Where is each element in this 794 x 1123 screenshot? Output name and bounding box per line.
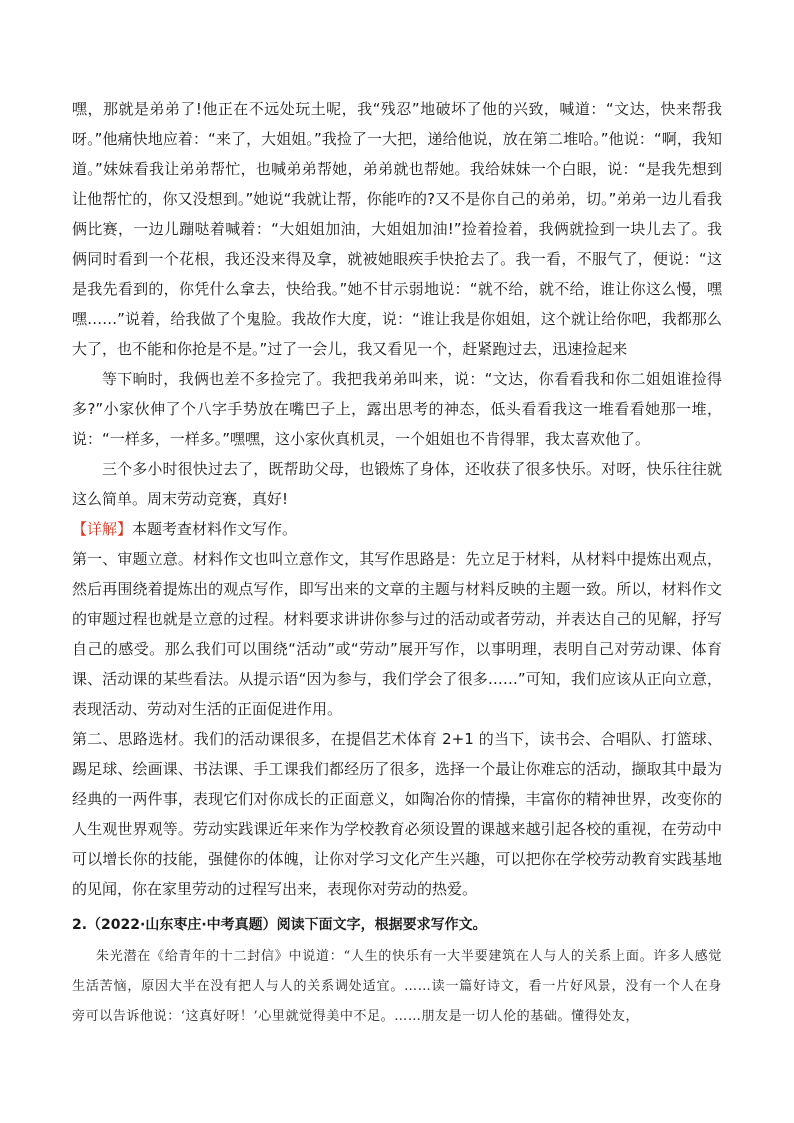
question-2-material: 朱光潜在《给青年的十二封信》中说道：“人生的快乐有一大半要建筑在人与人的关系上面。许多人感觉生活苦恼，原因大半在没有把人与人的关系调处适宜。……读一篇好诗文，看一片好风景，没有一个人在身旁可以告诉他说：‘这真好呀！’心里就觉得美中不足。……朋友是一切人伦的基础。懂得处友， [72, 949, 722, 1024]
question-2-heading: 2.（2022·山东枣庄·中考真题）阅读下面文字，根据要求写作文。 [72, 917, 487, 933]
detail-line [72, 514, 722, 544]
analysis-step-1: 第一、审题立意。材料作文也叫立意作文，其写作思路是：先立足于材料，从材料中提炼出观点，然后再围绕着提炼出的观点写作，即写出来的文章的主题与材料反映的主题一致。所以，材料作文的审题过程也就是立意的过程。材料要求讲讲你参与过的活动或者劳动，并表达自己的见解，抒写自己的感受。那么我们可以围绕“活动”或“劳动”展开写作，以事明理，表明自己对劳动课、体育课、活动课的某些看法。从提示语“因为参与，我们学会了很多……”可知，我们应该从正向立意，表现活动、劳动对生活的正面促进作用。 [72, 550, 722, 718]
detail-label: 【详解】 [72, 520, 133, 538]
detail-text: 本题考查材料作文写作。 [132, 520, 298, 538]
story-paragraph-3: 三个多小时很快过去了，既帮助父母，也锻炼了身体，还收获了很多快乐。对呀，快乐往往就这么简单。周末劳动竞赛，真好! [72, 460, 722, 508]
story-paragraph-2: 等下晌时，我俩也差不多捡完了。我把我弟弟叫来，说：“文达，你看看我和你二姐姐谁捡得多?”小家伙伸了个八字手势放在嘴巴子上，露出思考的神态，低头看看我这一堆看看她那一堆，说：“一样多，一样多。”嘿嘿，这小家伙真机灵，一个姐姐也不肯得罪，我太喜欢他了。 [72, 370, 722, 448]
story-paragraph-1: 嘿，那就是弟弟了!他正在不远处玩土呢，我“残忍”地破坏了他的兴致，喊道：“文达，快来帮我呀。”他痛快地应着：“来了，大姐姐。”我捡了一大把，递给他说，放在第二堆哈。”他说：“啊，我知道。”妹妹看我让弟弟帮忙，也喊弟弟帮她，弟弟就也帮她。我给妹妹一个白眼，说：“是我先想到让他帮忙的，你又没想到。”她说“我就让帮，你能咋的?又不是你自己的弟弟，切。”弟弟一边儿看我俩比赛，一边儿蹦哒着喊着：“大姐姐加油，大姐姐加油!”捡着捡着，我俩就捡到一块儿去了。我俩同时看到一个花根，我还没来得及拿，就被她眼疾手快抢去了。我一看，不服气了，便说：“这是我先看到的，你凭什么拿去，快给我。”她不甘示弱地说：“就不给，就不给，谁让你这么慢，嘿嘿……”说着，给我做了个鬼脸。我故作大度，说：“谁让我是你姐姐，这个就让给你吧，我都那么大了，也不能和你抢是不是。”过了一会儿，我又看见一个，赶紧跑过去，迅速捡起来 [72, 100, 722, 358]
analysis-step-2: 第二、思路选材。我们的活动课很多，在提倡艺术体育 2+1 的当下，读书会、合唱队、打篮球、踢足球、绘画课、书法课、手工课我们都经历了很多，选择一个最让你难忘的活动，撷取其中最为经典的一两件事，表现它们对你成长的正面意义，如陶冶你的情操，丰富你的精神世界，改变你的人生观世界观等。劳动实践课近年来作为学校教育必须设置的课越来越引起各校的重视，在劳动中可以增长你的技能，强健你的体魄，让你对学习文化产生兴趣，可以把你在学校劳动教育实践基地的见闻，你在家里劳动的过程写出来，表现你对劳动的热爱。 [72, 730, 722, 898]
document-page [72, 94, 722, 1032]
